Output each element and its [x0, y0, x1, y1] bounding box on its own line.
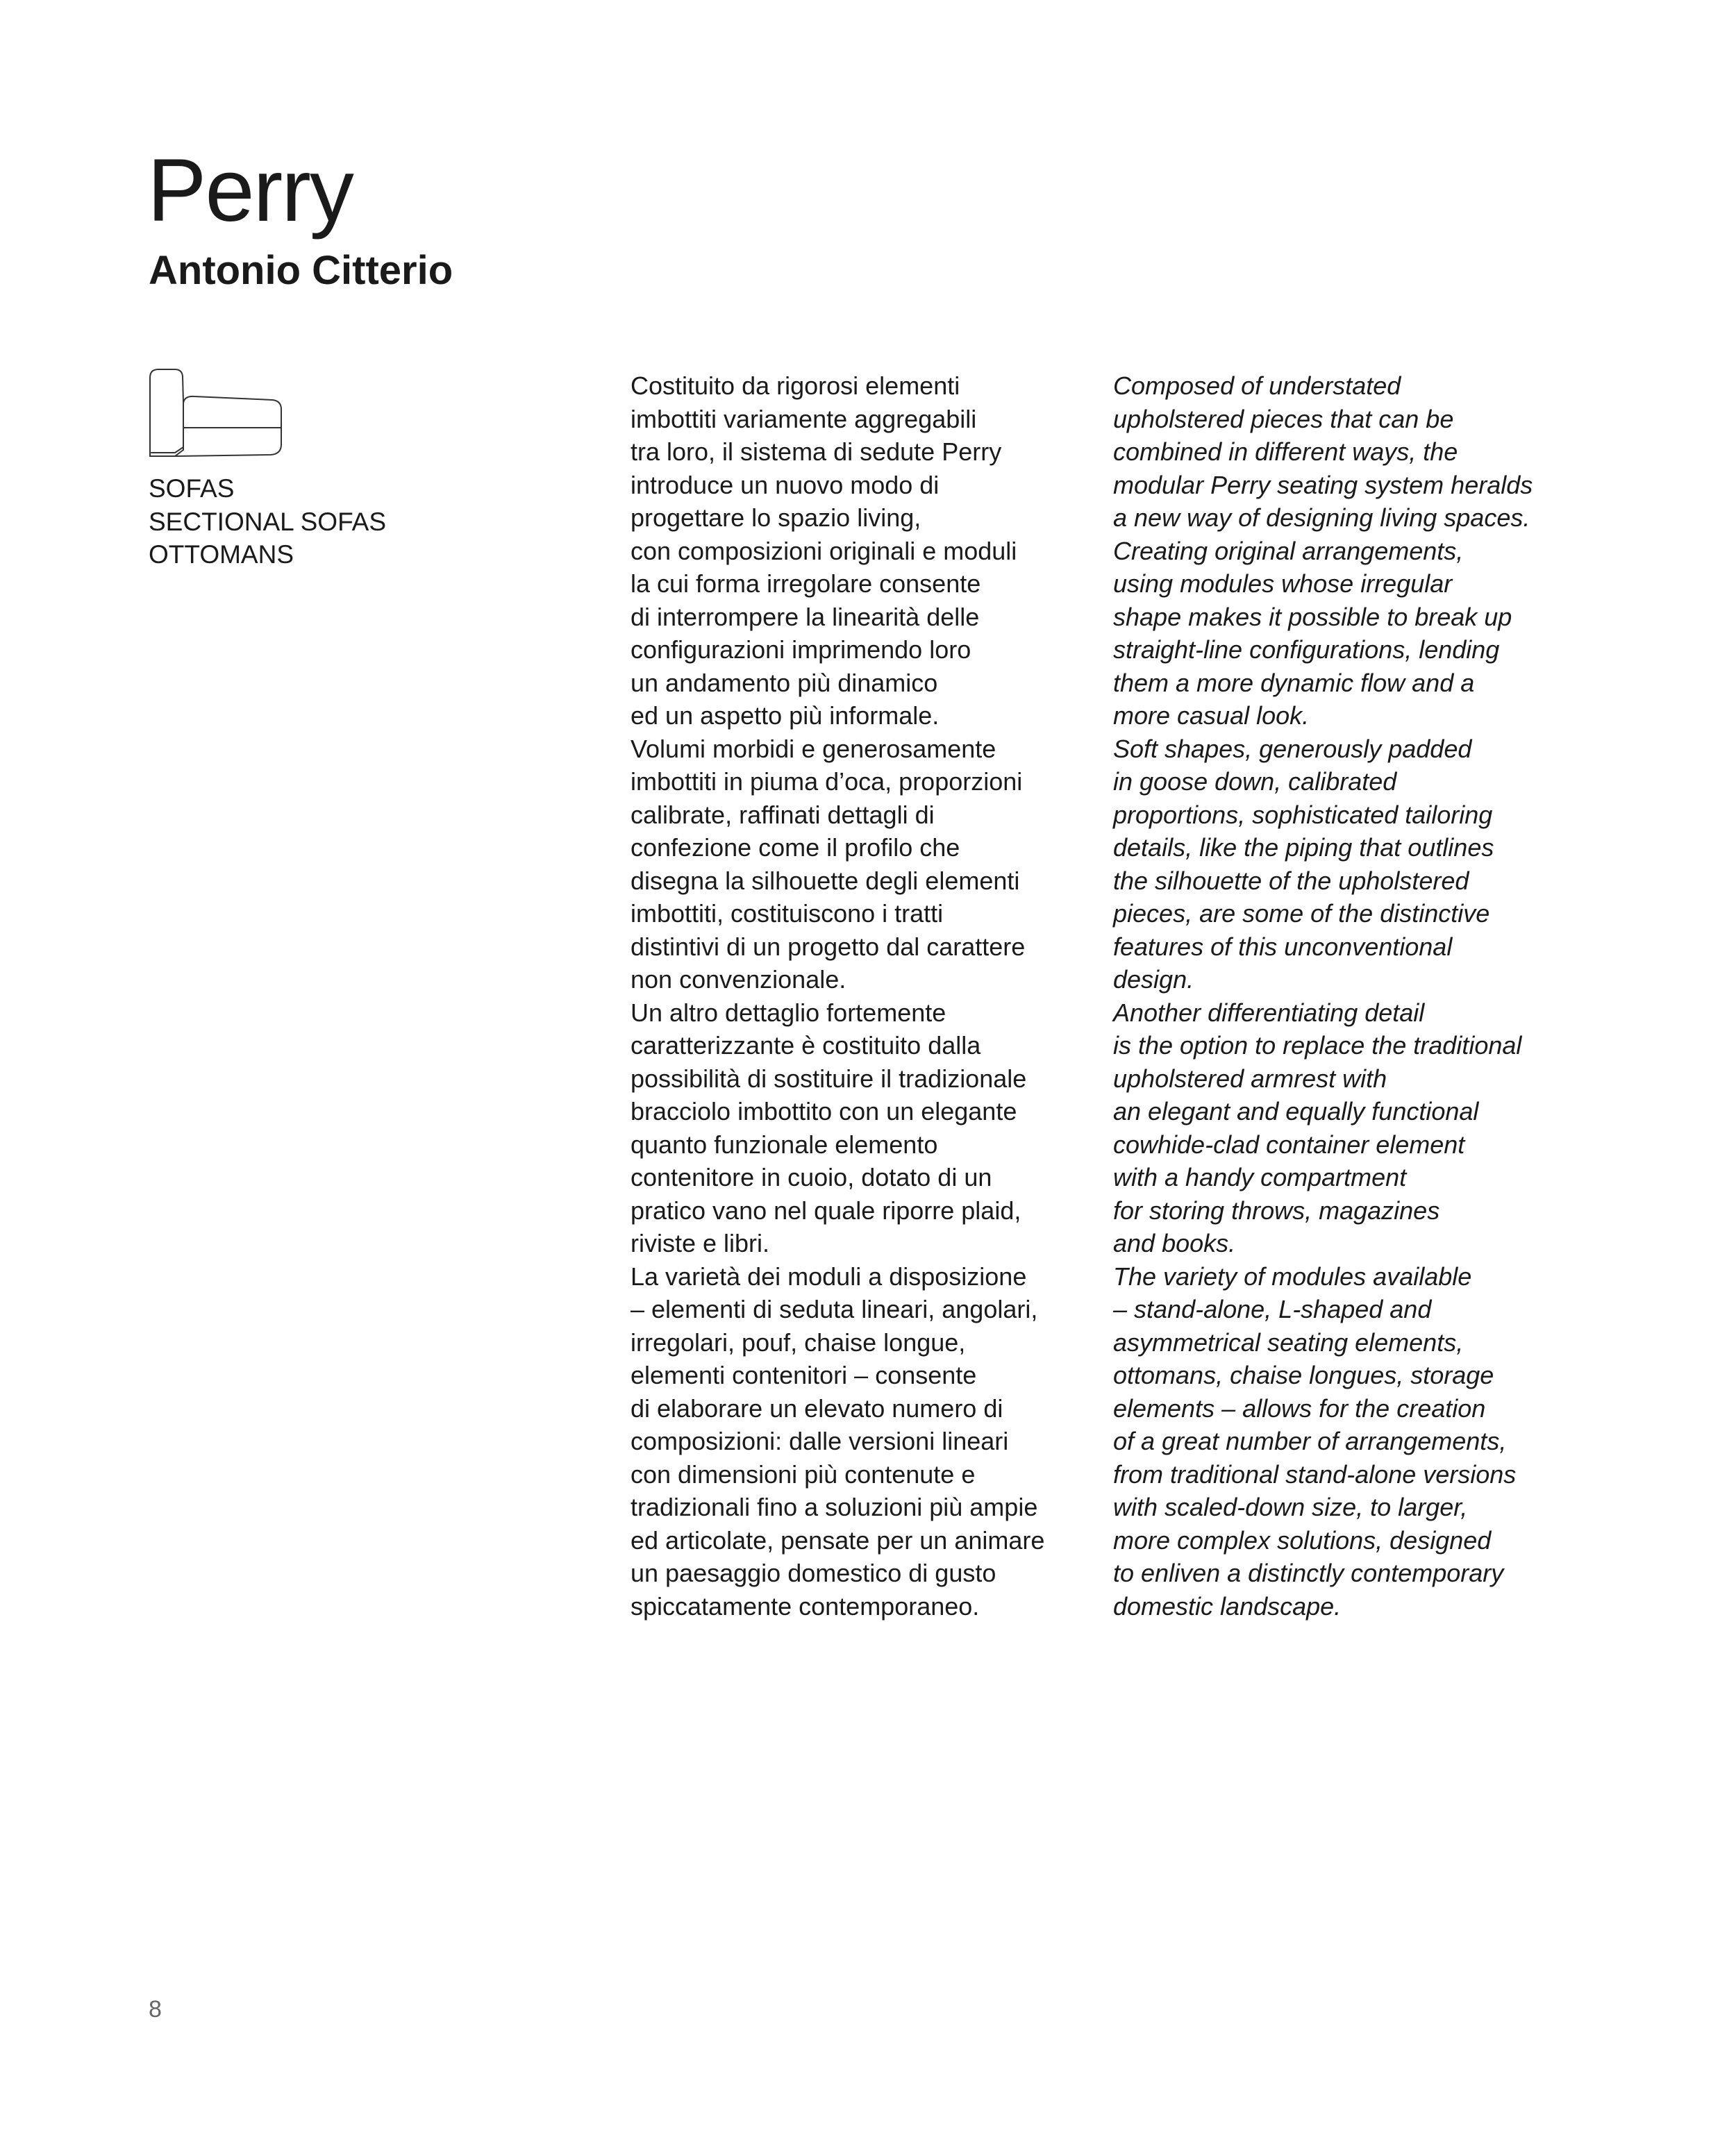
- text-line: di elaborare un elevato numero di: [631, 1393, 1003, 1423]
- text-line: The variety of modules available: [1113, 1262, 1472, 1291]
- text-line: tradizionali fino a soluzioni più ampie: [631, 1493, 1038, 1521]
- category-list: [149, 472, 386, 571]
- text-line: in goose down, calibrated: [1113, 767, 1397, 796]
- text-line: domestic landscape.: [1113, 1591, 1342, 1621]
- text-line: more casual look.: [1113, 701, 1310, 730]
- text-line: elementi contenitori – consente: [631, 1361, 977, 1389]
- text-line: an elegant and equally functional: [1113, 1097, 1479, 1125]
- text-line: with a handy compartment: [1113, 1163, 1407, 1191]
- english-description: [1113, 369, 1599, 1623]
- text-line: distintivi di un progetto dal carattere: [631, 932, 1026, 961]
- text-line: straight-line configurations, lending: [1113, 635, 1500, 664]
- category-ottomans: OTTOMANS: [149, 540, 294, 569]
- text-line: to enliven a distinctly contemporary: [1113, 1559, 1504, 1587]
- text-line: using modules whose irregular: [1113, 569, 1453, 598]
- text-line: them a more dynamic flow and a: [1113, 668, 1475, 697]
- text-line: un paesaggio domestico di gusto: [631, 1559, 996, 1587]
- category-sectional-sofas: SECTIONAL SOFAS: [149, 507, 386, 536]
- text-line: of a great number of arrangements,: [1113, 1427, 1507, 1455]
- text-line: Another differentiating detail: [1113, 998, 1425, 1027]
- text-line: progettare lo spazio living,: [631, 503, 921, 532]
- text-line: composizioni: dalle versioni lineari: [631, 1427, 1009, 1455]
- text-line: elements – allows for the creation: [1113, 1393, 1486, 1423]
- text-line: a new way of designing living spaces.: [1113, 503, 1530, 532]
- text-line: con dimensioni più contenute e: [631, 1459, 976, 1489]
- text-line: ottomans, chaise longues, storage: [1113, 1361, 1494, 1389]
- text-line: pieces, are some of the distinctive: [1113, 899, 1490, 928]
- text-line: tra loro, il sistema di sedute Perry: [631, 437, 1002, 466]
- text-line: caratterizzante è costituito dalla: [631, 1031, 981, 1060]
- text-line: ed articolate, pensate per un animare: [631, 1525, 1045, 1555]
- text-line: imbottiti in piuma d’oca, proporzioni: [631, 767, 1023, 796]
- text-line: introduce un nuovo modo di: [631, 470, 940, 499]
- text-line: Costituito da rigorosi elementi: [631, 371, 960, 400]
- text-line: – elementi di seduta lineari, angolari,: [631, 1295, 1038, 1323]
- text-line: imbottiti variamente aggregabili: [631, 404, 977, 433]
- text-line: ed un aspetto più informale.: [631, 701, 940, 730]
- text-line: combined in different ways, the: [1113, 437, 1458, 466]
- text-line: la cui forma irregolare consente: [631, 569, 981, 598]
- text-line: contenitore in cuoio, dotato di un: [631, 1163, 992, 1191]
- text-line: con composizioni originali e moduli: [631, 536, 1017, 565]
- text-line: di interrompere la linearità delle: [631, 602, 980, 631]
- category-sofas: SOFAS: [149, 474, 235, 503]
- text-line: un andamento più dinamico: [631, 668, 938, 697]
- page-number: 8: [149, 1996, 162, 2023]
- text-line: features of this unconventional: [1113, 932, 1453, 961]
- text-line: – stand-alone, L-shaped and: [1113, 1295, 1432, 1323]
- text-line: configurazioni imprimendo loro: [631, 635, 971, 664]
- text-line: spiccatamente contemporaneo.: [631, 1591, 980, 1621]
- text-line: irregolari, pouf, chaise longue,: [631, 1328, 966, 1357]
- text-line: disegna la silhouette degli elementi: [631, 866, 1020, 895]
- text-line: La varietà dei moduli a disposizione: [631, 1262, 1027, 1291]
- text-line: Creating original arrangements,: [1113, 536, 1464, 565]
- text-line: upholstered armrest with: [1113, 1064, 1387, 1093]
- sofa-module-icon: [147, 368, 286, 461]
- text-line: confezione come il profilo che: [631, 833, 960, 862]
- text-line: and books.: [1113, 1229, 1236, 1257]
- text-line: cowhide-clad container element: [1113, 1130, 1465, 1159]
- text-line: bracciolo imbottito con un elegante: [631, 1097, 1017, 1125]
- text-line: possibilità di sostituire il tradizionale: [631, 1064, 1027, 1093]
- text-line: pratico vano nel quale riporre plaid,: [631, 1196, 1021, 1225]
- text-line: shape makes it possible to break up: [1113, 602, 1512, 631]
- text-line: is the option to replace the traditional: [1113, 1031, 1522, 1060]
- text-line: asymmetrical seating elements,: [1113, 1328, 1464, 1357]
- text-line: quanto funzionale elemento: [631, 1130, 938, 1159]
- text-line: Volumi morbidi e generosamente: [631, 734, 996, 763]
- text-line: design.: [1113, 965, 1194, 994]
- text-line: non convenzionale.: [631, 965, 846, 994]
- text-line: proportions, sophisticated tailoring: [1113, 800, 1493, 829]
- page-title: Perry: [147, 141, 353, 240]
- text-line: calibrate, raffinati dettagli di: [631, 800, 935, 829]
- text-line: more complex solutions, designed: [1113, 1525, 1492, 1555]
- text-line: riviste e libri.: [631, 1229, 770, 1257]
- text-line: details, like the piping that outlines: [1113, 833, 1494, 862]
- text-line: upholstered pieces that can be: [1113, 404, 1454, 433]
- designer-name: Antonio Citterio: [149, 248, 453, 293]
- italian-description: [631, 369, 1117, 1623]
- text-line: Soft shapes, generously padded: [1113, 734, 1472, 763]
- text-line: for storing throws, magazines: [1113, 1196, 1440, 1225]
- text-line: Un altro dettaglio fortemente: [631, 998, 946, 1027]
- text-line: the silhouette of the upholstered: [1113, 866, 1469, 895]
- text-line: from traditional stand-alone versions: [1113, 1459, 1517, 1489]
- text-line: Composed of understated: [1113, 371, 1401, 400]
- text-line: imbottiti, costituiscono i tratti: [631, 899, 944, 928]
- text-line: with scaled-down size, to larger,: [1113, 1493, 1468, 1521]
- text-line: modular Perry seating system heralds: [1113, 470, 1533, 499]
